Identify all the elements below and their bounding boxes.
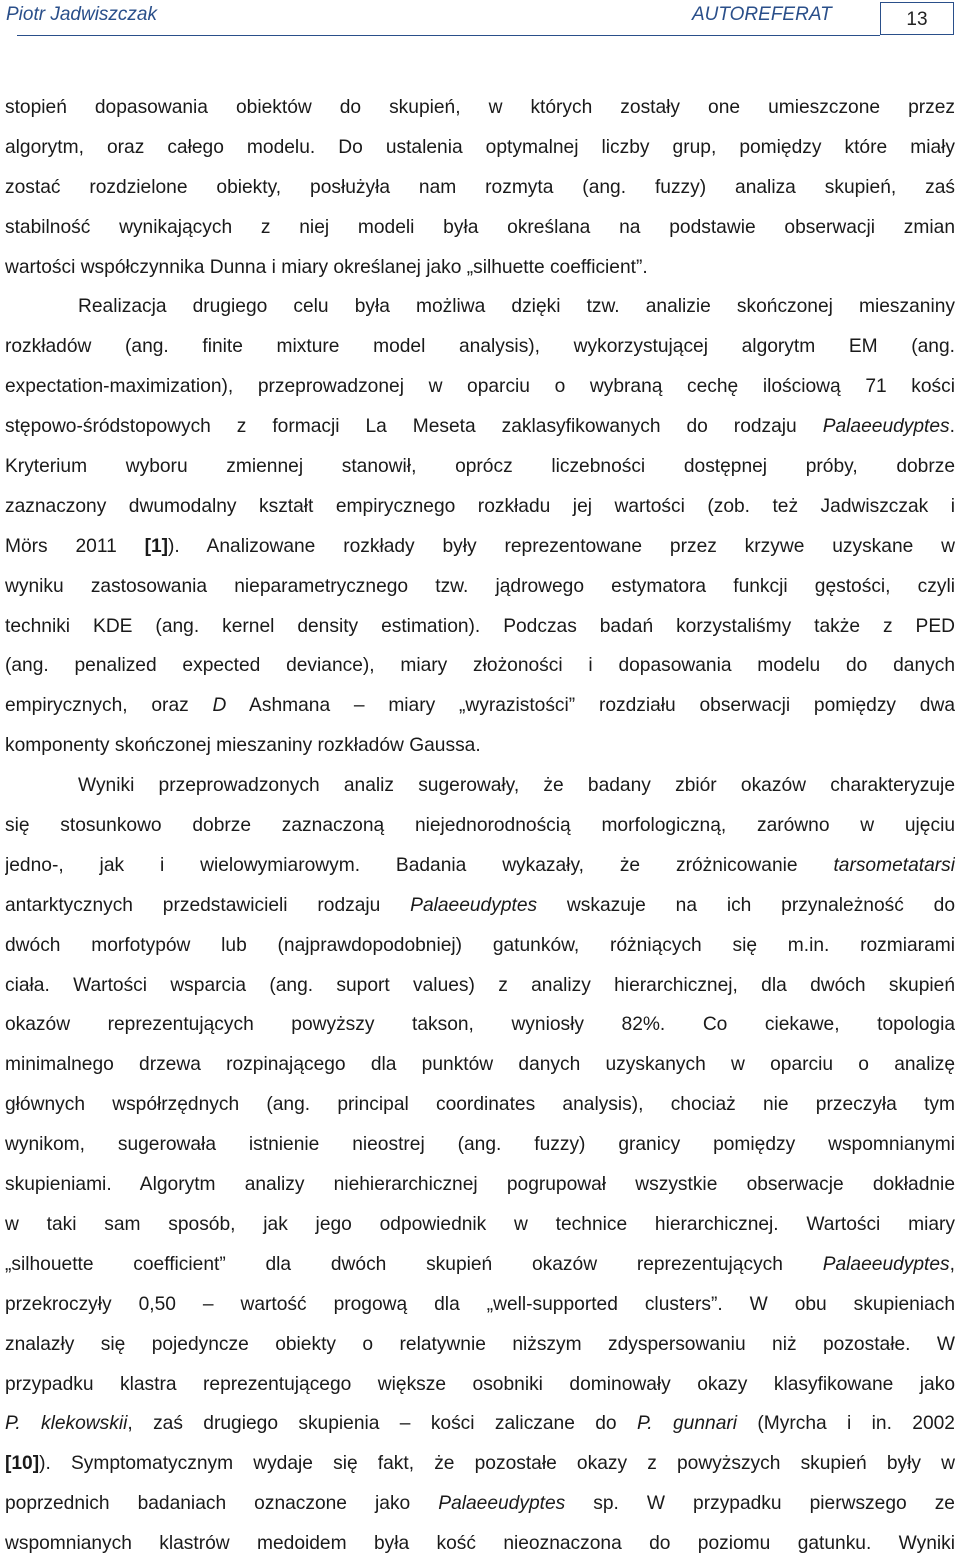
text-line — [5, 168, 955, 208]
text-line — [5, 1205, 955, 1245]
text-segment: się stosunkowo dobrze zaznaczoną niejednorodnością morfologiczną, zarówno w ujęciu — [5, 815, 955, 837]
text-segment: (ang. penalized expected deviance), miary złożoności i dopasowania modelu do danych — [5, 655, 955, 677]
text-segment: w taki sam sposób, jak jego odpowiednik w technice hierarchicznej. Wartości miary — [5, 1213, 955, 1235]
text-segment: przypadku klastra reprezentującego większe osobniki dominowały okazy klasyfikowane jako — [5, 1373, 955, 1395]
text-line — [5, 607, 955, 647]
text-line — [5, 128, 955, 168]
text-segment: [1] — [144, 535, 169, 557]
text-segment: tarsometatarsi — [833, 854, 955, 876]
text-segment: skupieniami. Algorytm analizy niehierarchicznej pogrupował wszystkie obserwacje dokładnie — [5, 1174, 955, 1196]
text-line — [5, 726, 955, 766]
text-line — [5, 1045, 955, 1085]
text-segment: D — [212, 695, 227, 717]
text-segment: stępowo-śródstopowych z formacji La Meseta zaklasyfikowanych do rodzaju — [5, 416, 823, 438]
text-segment: minimalnego drzewa rozpinającego dla punktów danych uzyskanych w oparciu o analizę — [5, 1054, 955, 1076]
text-segment: rozkładów (ang. finite mixture model analysis), wykorzystującej algorytm EM (ang. — [5, 336, 955, 358]
text-line — [5, 1484, 955, 1524]
text-line — [5, 327, 955, 367]
text-segment: zostać rozdzielone obiekty, posłużyła nam rozmyta (ang. fuzzy) analiza skupień, zaś — [5, 176, 955, 198]
text-line — [5, 1444, 955, 1484]
text-segment: znalazły się pojedyncze obiekty o relatywnie niższym zdyspersowaniu niż pozostałe. W — [5, 1333, 955, 1355]
text-line — [5, 966, 955, 1006]
text-segment: stabilność wynikających z niej modeli była określana na podstawie obserwacji zmian — [5, 216, 955, 238]
body-text — [5, 88, 955, 1564]
text-segment: komponenty skończonej mieszaniny rozkładów Gaussa. — [5, 735, 481, 757]
text-segment: [10] — [5, 1453, 40, 1475]
text-segment: wskazuje na ich przynależność do — [537, 894, 955, 916]
text-line — [5, 1245, 955, 1285]
text-segment: dwóch morfotypów lub (najprawdopodobniej) gatunków, różniących się m.in. rozmiarami — [5, 934, 955, 956]
text-line — [5, 527, 955, 567]
text-segment: P. gunnari — [636, 1413, 738, 1435]
text-segment: empirycznych, oraz — [5, 695, 213, 717]
text-line — [5, 248, 955, 288]
text-segment: jedno-, jak i wielowymiarowym. Badania wykazały, że zróżnicowanie — [5, 854, 834, 876]
text-line — [5, 1125, 955, 1165]
text-segment: expectation-maximization), przeprowadzonej w oparciu o wybraną cechę ilościową 71 kości — [5, 376, 955, 398]
page-number-box — [880, 2, 954, 35]
text-segment: wyniku zastosowania nieparametrycznego tzw. jądrowego estymatora funkcji gęstości, czyli — [5, 575, 955, 597]
text-segment: sp. W przypadku pierwszego ze — [565, 1493, 955, 1515]
text-line — [5, 1365, 955, 1405]
text-segment: wspomnianych klastrów medoidem była kość nieoznaczona do poziomu gatunku. Wyniki — [5, 1533, 955, 1555]
text-segment: Palaeeudyptes — [822, 1253, 950, 1275]
text-segment: (Myrcha i in. 2002 — [737, 1413, 955, 1435]
text-segment: Palaeeudyptes — [822, 416, 950, 438]
text-line — [5, 806, 955, 846]
text-line — [5, 208, 955, 248]
header-title: AUTOREFERAT — [692, 4, 832, 25]
text-segment: Mörs 2011 — [5, 535, 145, 557]
text-segment: Palaeeudyptes — [438, 1493, 566, 1515]
header-rule — [17, 35, 880, 36]
text-segment: Kryterium wyboru zmiennej stanowił, oprócz liczebności dostępnej próby, dobrze — [5, 456, 955, 478]
text-segment: Palaeeudyptes — [410, 894, 538, 916]
text-line — [5, 766, 955, 806]
header-author: Piotr Jadwiszczak — [6, 4, 157, 25]
text-segment: poprzednich badaniach oznaczone jako — [5, 1493, 439, 1515]
text-line — [5, 886, 955, 926]
text-segment: ciała. Wartości wsparcia (ang. suport values) z analizy hierarchicznej, dla dwóch skupień — [5, 974, 955, 996]
text-line — [5, 646, 955, 686]
text-line — [5, 1085, 955, 1125]
text-line — [5, 1404, 955, 1444]
text-segment: techniki KDE (ang. kernel density estimation). Podczas badań korzystaliśmy także z PED — [5, 615, 955, 637]
text-segment: Ashmana – miary „wyrazistości” rozdziału obserwacji pomiędzy dwa — [226, 695, 955, 717]
text-line — [5, 567, 955, 607]
text-segment: ). Analizowane rozkłady były reprezentowane przez krzywe uzyskane w — [168, 535, 955, 557]
text-segment: Wyniki przeprowadzonych analiz sugerowały, że badany zbiór okazów charakteryzuje — [78, 775, 955, 797]
text-line — [5, 1165, 955, 1205]
text-line — [5, 1524, 955, 1564]
text-segment: antarktycznych przedstawicieli rodzaju — [5, 894, 411, 916]
text-line — [5, 287, 955, 327]
text-segment: zaznaczony dwumodalny kształt empirycznego rozkładu jej wartości (zob. też Jadwiszczak i — [5, 495, 955, 517]
text-line — [5, 88, 955, 128]
text-segment: stopień dopasowania obiektów do skupień, w których zostały one umieszczone przez — [5, 97, 955, 118]
text-segment: „silhouette coefficient” dla dwóch skupień okazów reprezentujących — [5, 1253, 823, 1275]
text-line — [5, 926, 955, 966]
text-segment: , zaś drugiego skupienia – kości zaliczane do — [127, 1413, 637, 1435]
text-segment: P. klekowskii — [5, 1413, 128, 1435]
text-line — [5, 686, 955, 726]
text-line — [5, 447, 955, 487]
text-line — [5, 1325, 955, 1365]
text-segment: Realizacja drugiego celu była możliwa dzięki tzw. analizie skończonej mieszaniny — [78, 296, 955, 318]
text-segment: , — [949, 1253, 955, 1275]
text-segment: okazów reprezentujących powyższy takson, wyniosły 82%. Co ciekawe, topologia — [5, 1014, 955, 1036]
text-line — [5, 487, 955, 527]
text-segment: ). Symptomatycznym wydaje się fakt, że pozostałe okazy z powyższych skupień były w — [39, 1453, 955, 1475]
text-segment: przekroczyły 0,50 – wartość progową dla „well-supported clusters”. W obu skupieniach — [5, 1293, 955, 1315]
text-segment: głównych współrzędnych (ang. principal coordinates analysis), chociaż nie przeczyła tym — [5, 1094, 955, 1116]
text-line — [5, 1005, 955, 1045]
text-line — [5, 407, 955, 447]
text-line — [5, 846, 955, 886]
page-number: 13 — [906, 9, 928, 30]
text-segment: wartości współczynnika Dunna i miary określanej jako „silhuette coefficient”. — [5, 256, 648, 278]
text-segment: wynikom, sugerowała istnienie nieostrej (ang. fuzzy) granicy pomiędzy wspomnianymi — [5, 1134, 955, 1156]
text-line — [5, 1285, 955, 1325]
text-line — [5, 367, 955, 407]
text-segment: . — [949, 416, 955, 438]
page-header — [0, 0, 960, 40]
text-segment: algorytm, oraz całego modelu. Do ustalenia optymalnej liczby grup, pomiędzy które miały — [5, 136, 955, 158]
